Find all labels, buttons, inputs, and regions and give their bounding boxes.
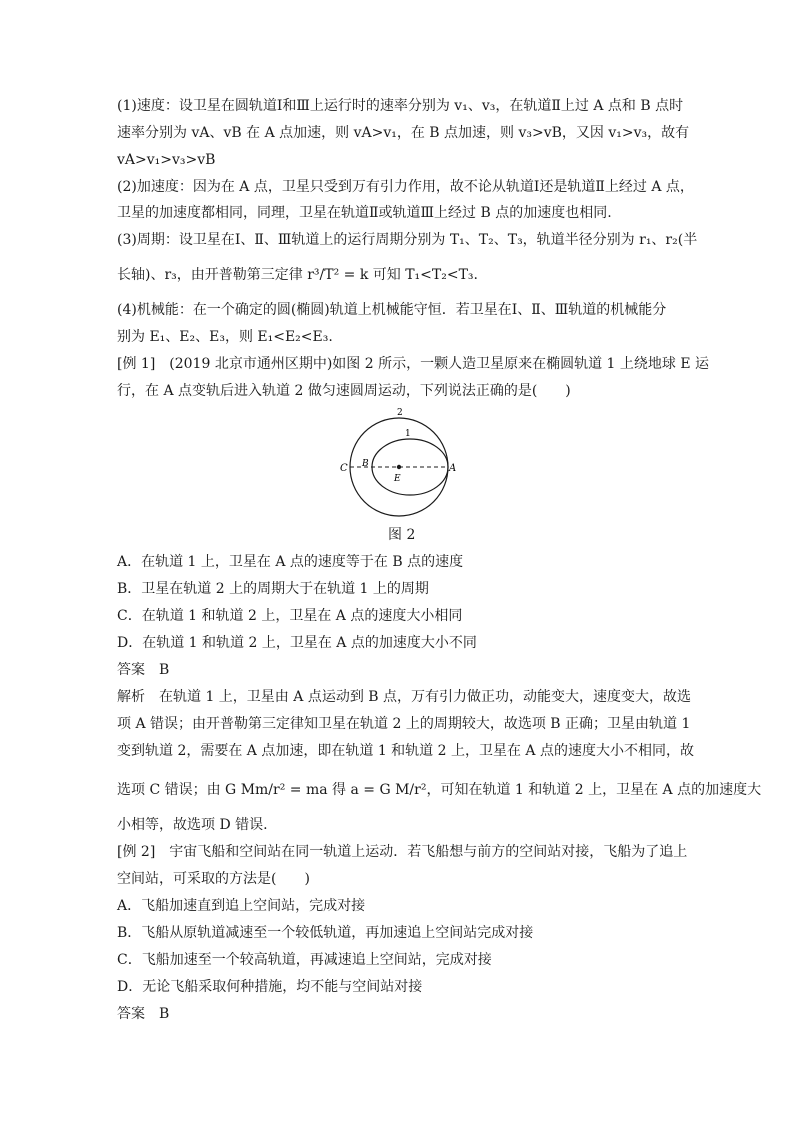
period-line-1: (3)周期：设卫星在Ⅰ、Ⅱ、Ⅲ轨道上的运行周期分别为 T₁、T₂、T₃，轨道半径分别为 r₁、r₂(半 — [117, 232, 698, 248]
example1-analysis-line-3: 变到轨道 2，需要在 A 点加速，即在轨道 1 和轨道 2 上，卫星在 A 点的速度大小不相同，故 — [117, 743, 694, 759]
example1-analysis-line-2: 项 A 错误；由开普勒第三定律知卫星在轨道 2 上的周期较大，故选项 B 正确；卫星由轨道 1 — [117, 716, 691, 732]
orbit-figure — [320, 405, 480, 535]
label-point-a: A — [449, 463, 457, 474]
acceleration-line-1: (2)加速度：因为在 A 点，卫星只受到万有引力作用，故不论从轨道Ⅰ还是轨道Ⅱ上经过 A 点， — [117, 179, 694, 195]
example2-option-c: C．飞船加速至一个较高轨道，再减速追上空间站，完成对接 — [117, 952, 492, 968]
period-line-2: 长轴)、r₃，由开普勒第三定律 r³/T² = k 可知 T₁<T₂<T₃. — [117, 267, 478, 283]
example1-analysis-line-1: 解析 在轨道 1 上，卫星由 A 点运动到 B 点，万有引力做正功，动能变大，速度变大，故选 — [117, 689, 692, 705]
example1-option-a: A．在轨道 1 上，卫星在 A 点的速度等于在 B 点的速度 — [117, 554, 464, 570]
example1-stem-line-2: 行，在 A 点变轨后进入轨道 2 做匀速圆周运动，下列说法正确的是( ) — [117, 383, 571, 399]
energy-line-1: (4)机械能：在一个确定的圆(椭圆)轨道上机械能守恒．若卫星在Ⅰ、Ⅱ、Ⅲ轨道的机械能分 — [117, 302, 667, 318]
example2-stem-line-2: 空间站，可采取的方法是( ) — [117, 871, 310, 887]
example2-option-d: D．无论飞船采取何种措施，均不能与空间站对接 — [117, 979, 423, 995]
example2-option-a: A．飞船加速直到追上空间站，完成对接 — [117, 898, 366, 914]
label-point-c: C — [340, 463, 348, 474]
figure-caption: 图 2 — [388, 527, 416, 543]
velocity-line-1: (1)速度：设卫星在圆轨道Ⅰ和Ⅲ上运行时的速率分别为 v₁、v₃，在轨道Ⅱ上过 A 点和 B 点时 — [117, 98, 684, 114]
label-orbit-1: 1 — [405, 429, 411, 439]
label-orbit-2: 2 — [397, 408, 403, 418]
velocity-line-3: vA>v₁>v₃>vB — [117, 152, 216, 168]
example1-analysis-line-5: 小相等，故选项 D 错误. — [117, 817, 268, 833]
orbit-diagram — [320, 405, 480, 535]
label-earth-e: E — [394, 474, 401, 484]
example1-option-d: D．在轨道 1 和轨道 2 上，卫星在 A 点的加速度大小不同 — [117, 635, 477, 651]
acceleration-line-2: 卫星的加速度都相同，同理，卫星在轨道Ⅱ或轨道Ⅲ上经过 B 点的加速度也相同. — [117, 205, 612, 221]
label-point-b: B — [362, 459, 369, 469]
example1-answer: 答案 B — [117, 662, 170, 678]
velocity-line-2: 速率分别为 vA、vB 在 A 点加速，则 vA>v₁，在 B 点加速，则 v₃>vB，又因 v₁>v₃，故有 — [117, 125, 690, 141]
example1-option-b: B．卫星在轨道 2 上的周期大于在轨道 1 上的周期 — [117, 581, 429, 597]
example1-stem-line-1: [例 1] (2019 北京市通州区期中)如图 2 所示，一颗人造卫星原来在椭圆轨道 1 上绕地球 E 运 — [117, 356, 710, 372]
example2-stem-line-1: [例 2] 宇宙飞船和空间站在同一轨道上运动．若飞船想与前方的空间站对接，飞船为了追上 — [117, 844, 688, 860]
example1-analysis-line-4: 选项 C 错误；由 G Mm/r² = ma 得 a = G M/r²，可知在轨道 1 和轨道 2 上，卫星在 A 点的加速度大 — [117, 782, 762, 798]
energy-line-2: 别为 E₁、E₂、E₃，则 E₁<E₂<E₃. — [117, 329, 333, 345]
example1-option-c: C．在轨道 1 和轨道 2 上，卫星在 A 点的速度大小相同 — [117, 608, 463, 624]
example2-option-b: B．飞船从原轨道减速至一个较低轨道，再加速追上空间站完成对接 — [117, 925, 534, 941]
earth-dot — [397, 465, 401, 469]
example2-answer: 答案 B — [117, 1006, 170, 1022]
